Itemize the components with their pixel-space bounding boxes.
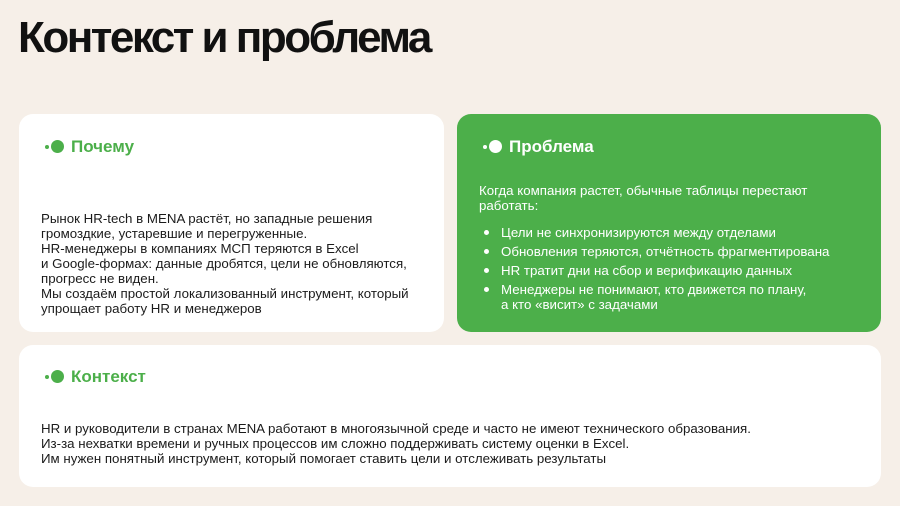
context-line: Из-за нехватки времени и ручных процессов им сложно поддерживать систему оценки в Excel. [41, 436, 630, 451]
problem-card [457, 114, 881, 332]
context-line: Им нужен понятный инструмент, который помогает ставить цели и отслеживать результаты [41, 451, 607, 466]
problem-bullet [481, 263, 829, 278]
problem-intro-line: Когда компания растет, обычные таблицы перестают [479, 183, 808, 198]
why-line: HR-менеджеры в компаниях МСП теряются в Excel [41, 241, 359, 256]
context-heading: Контекст [71, 367, 146, 386]
problem-bullet-line: Обновления теряются, отчётность фрагментирована [501, 244, 830, 259]
why-line: упрощает работу HR и менеджеров [41, 301, 262, 316]
context-card-header [43, 367, 146, 387]
context-body [41, 421, 751, 466]
problem-bullet [481, 244, 829, 259]
why-line: громоздкие, устаревшие и перегруженные. [41, 226, 308, 241]
why-card [19, 114, 444, 332]
problem-bullet-line: Цели не синхронизируются между отделами [501, 225, 776, 240]
problem-heading: Проблема [509, 137, 594, 156]
context-line: HR и руководители в странах MENA работают в многоязычной среде и часто не имеют технического образования. [41, 421, 751, 436]
why-line: прогресс не виден. [41, 271, 159, 286]
problem-intro-line: работать: [479, 198, 539, 213]
problem-bullet [481, 225, 829, 240]
bullet-marker-icon [481, 140, 503, 154]
problem-bullet-line: а кто «висит» с задачами [501, 297, 658, 312]
problem-card-header [481, 137, 594, 157]
why-heading: Почему [71, 137, 135, 156]
problem-bullet-line: HR тратит дни на сбор и верификацию данных [501, 263, 793, 278]
slide-title: Контекст и проблема [18, 13, 430, 62]
why-body [41, 211, 409, 316]
why-line: и Google-формах: данные дробятся, цели не обновляются, [41, 256, 407, 271]
why-line: Рынок HR-tech в MENA растёт, но западные решения [41, 211, 373, 226]
problem-intro [479, 183, 807, 213]
context-card [19, 345, 881, 487]
problem-bullet [481, 282, 829, 312]
why-card-header [43, 137, 134, 157]
bullet-marker-icon [43, 140, 65, 154]
why-line: Мы создаём простой локализованный инструмент, который [41, 286, 409, 301]
problem-bullet-list [481, 225, 829, 316]
problem-bullet-line: Менеджеры не понимают, кто движется по плану, [501, 282, 807, 297]
bullet-marker-icon [43, 370, 65, 384]
